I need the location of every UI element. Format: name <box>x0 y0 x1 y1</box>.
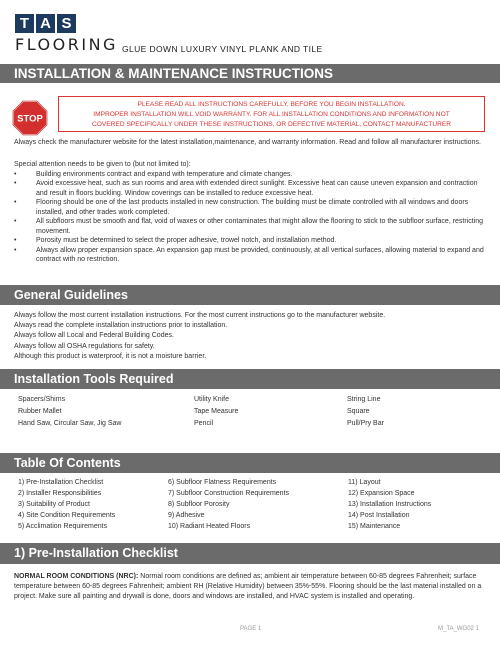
logo-letter: A <box>36 14 55 33</box>
list-item: • Avoid excessive heat, such as sun rooms and area with extended direct sunlight. Excessive heat can cause uneven expansion and contraction and result in floors buckling. Window coverings can be installed to reduce excessive heat. <box>14 179 484 198</box>
toc-item: 5) Acclimation Requirements <box>18 523 108 530</box>
checklist-text: Normal room conditions are defined as; ambient air temperature between 60-85 degrees Fahrenheit; surface temperature between 60-85 degrees Fahrenheit; ambient RH (Relative Humidity) between 35%-55%. Flooring should be the last material installed on a project. Make sure all painting and drywall is done, doors and windows are installed, and HVAC system is installed and operating. <box>14 573 482 600</box>
list-item: • Building environments contract and expand with temperature and climate changes. <box>14 170 484 180</box>
toc-item: 2) Installer Responsibilities <box>18 490 102 497</box>
special-attention-heading: Special attention needs to be given to (but not limited to): <box>14 161 191 168</box>
page-header <box>0 0 500 66</box>
toc-title: Table Of Contents <box>0 453 500 473</box>
warning-line: COVERED SPECIFICALLY UNDER THESE INSTRUCTIONS, OR DEFECTIVE MATERIAL, CONTACT MANUFACTURER <box>91 121 452 128</box>
guideline-line: Always read the complete installation instructions prior to installation. <box>14 322 228 330</box>
checklist-label: NORMAL ROOM CONDITIONS (NRC): <box>14 573 139 580</box>
tools-title: Installation Tools Required <box>0 369 500 389</box>
warning-line: PLEASE READ ALL INSTRUCTIONS CAREFULLY, BEFORE YOU BEGIN INSTALLATION. <box>137 101 406 108</box>
list-item: • Always allow proper expansion space. An expansion gap must be provided, continuously, at all vertical surfaces, allowing material to expand and contract with no restriction. <box>14 246 484 265</box>
tools-column <box>347 394 477 430</box>
toc-column <box>18 477 168 532</box>
tools-grid <box>18 394 488 430</box>
special-attention-list <box>14 170 484 265</box>
general-guidelines-list <box>14 311 484 362</box>
tool-item: Pencil <box>194 420 214 427</box>
intro-paragraph: Always check the manufacturer website for the latest installation,maintenance, and warranty information. Read and follow all manufacturer instructions. <box>14 139 481 146</box>
list-item: • All subfloors must be smooth and flat, void of waxes or other contaminates that might allow the flooring to stick to the subfloor surface, restricting movement. <box>14 217 484 236</box>
toc-item: 9) Adhesive <box>168 512 205 519</box>
logo-wordmark: FLOORING <box>15 35 118 54</box>
toc-item: 6) Subfloor Flatness Requirements <box>168 479 277 486</box>
document-subtitle: GLUE DOWN LUXURY VINYL PLANK AND TILE <box>122 44 323 54</box>
guideline-line: Although this product is waterproof, it is not a moisture barrier. <box>14 352 207 360</box>
tools-column <box>194 394 347 430</box>
warning-box <box>58 96 485 132</box>
toc-item: 10) Radiant Heated Floors <box>168 523 251 530</box>
guideline-line: Always follow all Local and Federal Building Codes. <box>14 332 174 340</box>
main-title: INSTALLATION & MAINTENANCE INSTRUCTIONS <box>0 63 500 83</box>
toc-item: 3) Suitability of Product <box>18 501 90 508</box>
checklist-title: 1) Pre-Installation Checklist <box>0 543 500 564</box>
tool-item: Rubber Mallet <box>18 408 62 415</box>
document-code: M_TA_WG02 1 <box>438 626 479 632</box>
stop-sign-text: STOP <box>17 113 43 125</box>
logo-letter: S <box>57 14 76 33</box>
toc-item: 4) Site Condition Requirements <box>18 512 116 519</box>
toc-item: 7) Subfloor Construction Requirements <box>168 490 290 497</box>
toc-item: 12) Expansion Space <box>348 490 415 497</box>
toc-column <box>168 477 348 532</box>
toc-item: 14) Post Installation <box>348 512 410 519</box>
stop-sign-icon <box>12 100 48 136</box>
toc-grid <box>18 477 488 532</box>
page-number: PAGE 1 <box>240 626 262 632</box>
tool-item: Utility Knife <box>194 396 230 403</box>
logo-letter: T <box>15 14 34 33</box>
list-item: • Flooring should be one of the last products installed in new construction. The building must be climate controlled with all windows and doors installed, and other trades work completed. <box>14 198 484 217</box>
toc-column <box>348 477 478 532</box>
warning-line: IMPROPER INSTALLATION WILL VOID WARRANTY. FOR ALL INSTALLATION CONDITIONS AND INFORMATION NOT <box>93 111 450 118</box>
tool-item: Spacers/Shims <box>18 396 66 403</box>
toc-item: 8) Subfloor Porosity <box>168 501 230 508</box>
tool-item: Hand Saw, Circular Saw, Jig Saw <box>18 420 122 427</box>
tool-item: String Line <box>347 396 381 403</box>
general-guidelines-title: General Guidelines <box>0 285 500 305</box>
tas-flooring-logo <box>15 14 118 54</box>
special-attention-section <box>14 160 484 265</box>
list-item: • Porosity must be determined to select the proper adhesive, trowel notch, and installation method. <box>14 236 484 246</box>
toc-item: 1) Pre-Installation Checklist <box>18 479 104 486</box>
tools-column <box>18 394 194 430</box>
checklist-paragraph <box>14 572 484 602</box>
tool-item: Pull/Pry Bar <box>347 420 384 427</box>
toc-item: 13) Installation Instructions <box>348 501 432 508</box>
toc-item: 15) Maintenance <box>348 523 401 530</box>
guideline-line: Always follow the most current installation instructions. For the most current instructions go to the manufacturer website. <box>14 312 386 319</box>
tool-item: Square <box>347 408 370 415</box>
toc-item: 11) Layout <box>348 479 381 486</box>
tool-item: Tape Measure <box>194 408 239 415</box>
guideline-line: Always follow all OSHA regulations for safety. <box>14 342 155 350</box>
